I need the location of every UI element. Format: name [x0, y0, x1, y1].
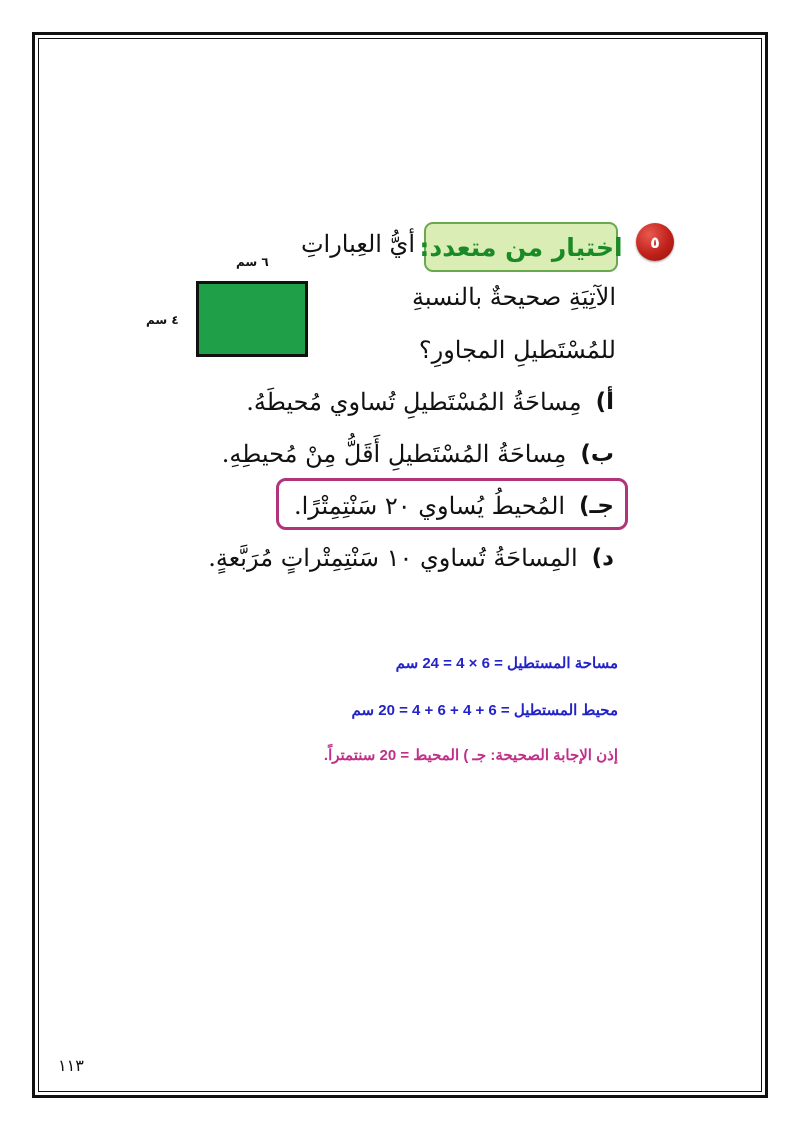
question-intro-line-3: للمُسْتَطيلِ المجاورِ؟: [418, 336, 616, 364]
rectangle-figure: [196, 281, 308, 357]
multiple-choice-label: اختيار من متعدد:: [424, 222, 618, 272]
option-text: المِساحَةُ تُساوي ١٠ سَنْتِمِتْراتٍ مُرَبَّعةٍ.: [208, 544, 578, 572]
option-letter: أ): [595, 389, 614, 415]
option-b: [222, 437, 614, 471]
option-a: [246, 385, 614, 419]
option-letter: ب): [580, 441, 614, 467]
solution-answer-line: إذن الإجابة الصحيحة: جـ ) المحيط = 20 سنتمتراً.: [323, 747, 618, 764]
option-text: المُحيطُ يُساوي ٢٠ سَنْتِمِتْرًا.: [293, 492, 566, 520]
rectangle-width-label: ٦ سم: [236, 255, 269, 269]
question-intro-line-1: أيُّ العِباراتِ: [300, 230, 415, 258]
solution-area-line: مساحة المستطيل = 6 × 4 = 24 سم: [395, 655, 618, 672]
page-number: ١١٣: [58, 1056, 84, 1075]
option-text: مِساحَةُ المُسْتَطيلِ تُساوي مُحيطَهُ.: [246, 388, 582, 416]
option-text: مِساحَةُ المُسْتَطيلِ أَقَلُّ مِنْ مُحيطِهِ.: [221, 440, 567, 468]
option-d: [208, 541, 614, 575]
rectangle-height-label: ٤ سم: [146, 313, 179, 327]
question-number-badge: ٥: [636, 223, 674, 261]
option-letter: جـ): [579, 493, 614, 519]
option-letter: د): [591, 545, 614, 571]
option-c: [294, 489, 614, 523]
solution-perimeter-line: محيط المستطيل = 6 + 4 + 6 + 4 = 20 سم: [351, 702, 618, 719]
question-intro-line-2: الآتِيَةِ صحيحةٌ بالنسبةِ: [412, 283, 616, 311]
